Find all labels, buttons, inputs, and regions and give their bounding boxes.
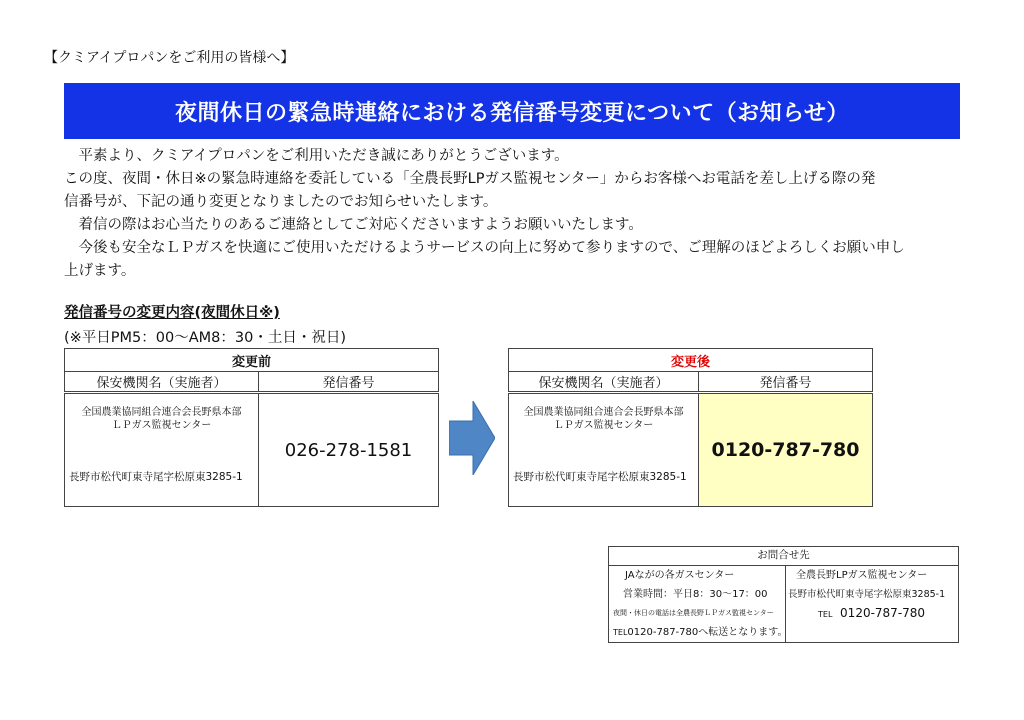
body-line: 着信の際はお心当たりのあるご連絡としてご対応くださいますようお願いいたします。 [64,217,643,233]
body-line: 今後も安全なＬＰガスを快適にご使用いただけるようサービスの向上に努めて参りますので、ご理解のほどよろしくお願い申し [64,240,905,256]
contact-right [786,566,959,643]
contact-right-address: 長野市松代町東寺尾字松原東3285-1 [788,589,946,600]
contact-left-hours: 営業時間：平日8：30～17：00 [623,589,768,600]
contact-left-night-note: 夜間・休日の電話は全農長野ＬＰガス監視センター [613,609,774,617]
before-table [64,348,439,507]
before-col-org: 保安機関名（実施者） [65,372,259,393]
after-col-phone: 発信番号 [699,372,873,393]
body-line: 平素より、クミアイプロパンをご利用いただき誠にありがとうございます。 [64,148,569,164]
before-address: 長野市松代町東寺尾字松原東3285-1 [69,471,243,483]
before-org-line1: 全国農業協同組合連合会長野県本部 [81,407,242,418]
page-title: 夜間休日の緊急時連絡における発信番号変更について（お知らせ） [175,100,849,126]
after-label: 変更後 [509,349,873,372]
before-org-line2: ＬＰガス監視センター [111,420,212,431]
after-col-org: 保安機関名（実施者） [509,372,699,393]
tel-mark: TEL [613,628,628,637]
contact-left [609,566,786,643]
before-col-phone: 発信番号 [259,372,439,393]
after-table [508,348,873,507]
after-address: 長野市松代町東寺尾字松原東3285-1 [513,471,687,483]
after-phone: 0120-787-780 [699,393,873,507]
section-title: 発信番号の変更内容(夜間休日※) [64,305,280,321]
arrow-right-icon [449,401,495,475]
contact-heading: お問合せ先 [609,547,959,566]
body-line: 上げます。 [64,263,136,279]
contact-box [608,546,959,643]
notice-body [64,145,964,283]
body-line: 信番号が、下記の通り変更となりましたのでお知らせいたします。 [64,194,498,210]
contact-right-phone: 0120-787-780 [840,606,926,620]
page-title-banner [64,83,960,139]
after-org-line2: ＬＰガス監視センター [553,420,654,431]
before-phone: 026-278-1581 [259,393,439,507]
after-org-cell [509,393,699,507]
contact-left-transfer: 0120-787-780へ転送となります。 [627,627,788,638]
contact-left-name: JAながの各ガスセンター [625,570,735,581]
section-subtitle: (※平日PM5：00～AM8：30・土日・祝日) [64,330,346,346]
header-note: 【クミアイプロパンをご利用の皆様へ】 [44,50,295,66]
contact-right-name: 全農長野LPガス監視センター [796,570,928,581]
before-label: 変更前 [65,349,439,372]
tel-mark: TEL [818,610,833,619]
after-org-line1: 全国農業協同組合連合会長野県本部 [523,407,684,418]
before-org-cell [65,393,259,507]
body-line: この度、夜間・休日※の緊急時連絡を委託している「全農長野LPガス監視センター」からお客様へお電話を差し上げる際の発 [64,171,876,187]
